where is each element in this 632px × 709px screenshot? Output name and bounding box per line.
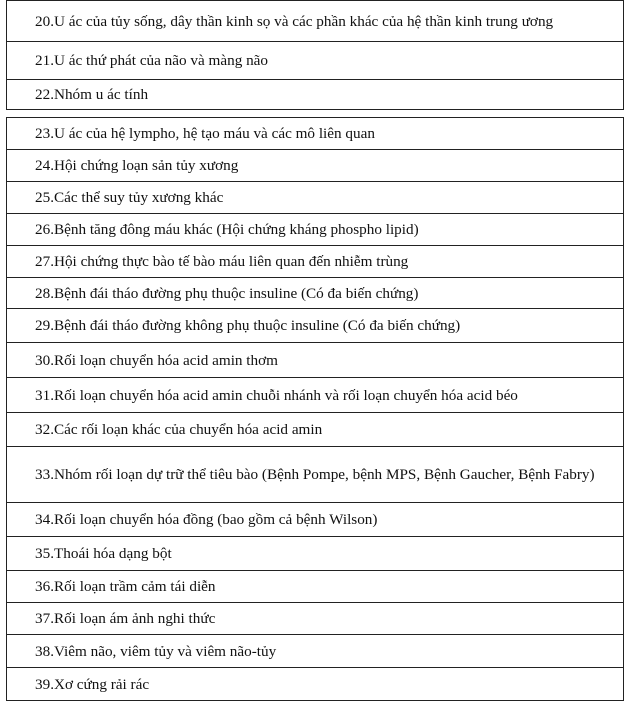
table-row xyxy=(7,0,623,42)
table-row xyxy=(7,214,623,246)
row-text: 33.Nhóm rối loạn dự trữ thể tiêu bào (Bệnh Pompe, bệnh MPS, Bệnh Gaucher, Bệnh Fabry) xyxy=(35,466,595,483)
table-row xyxy=(7,117,623,150)
table-row xyxy=(7,571,623,603)
row-text: 29.Bệnh đái tháo đường không phụ thuộc insuline (Có đa biến chứng) xyxy=(35,317,461,334)
disease-table-part-1 xyxy=(6,0,624,110)
table-row xyxy=(7,503,623,537)
table-row xyxy=(7,668,623,701)
table-row xyxy=(7,343,623,378)
table-row xyxy=(7,42,623,80)
row-text: 39.Xơ cứng rải rác xyxy=(35,675,150,693)
row-text: 35.Thoái hóa dạng bột xyxy=(35,545,172,562)
table-row xyxy=(7,80,623,110)
row-text: 26.Bệnh tăng đông máu khác (Hội chứng kháng phospho lipid) xyxy=(35,221,419,238)
row-text: 36.Rối loạn trầm cảm tái diễn xyxy=(35,578,216,595)
row-text: 31.Rối loạn chuyển hóa acid amin chuỗi nhánh và rối loạn chuyển hóa acid béo xyxy=(35,386,518,404)
disease-table-part-2 xyxy=(6,117,624,701)
table-row xyxy=(7,603,623,635)
row-text: 22.Nhóm u ác tính xyxy=(35,86,149,103)
table-row xyxy=(7,413,623,447)
row-text: 25.Các thể suy tủy xương khác xyxy=(35,189,224,206)
row-text: 28.Bệnh đái tháo đường phụ thuộc insuline (Có đa biến chứng) xyxy=(35,284,419,302)
table-row xyxy=(7,182,623,214)
row-text: 21.U ác thứ phát của não và màng não xyxy=(35,52,269,69)
table-row xyxy=(7,635,623,668)
row-text: 27.Hội chứng thực bào tế bào máu liên quan đến nhiễm trùng xyxy=(35,253,409,270)
table-row xyxy=(7,246,623,278)
table-row xyxy=(7,447,623,503)
row-text: 34.Rối loạn chuyển hóa đồng (bao gồm cả bệnh Wilson) xyxy=(35,511,378,528)
row-text: 23.U ác của hệ lympho, hệ tạo máu và các mô liên quan xyxy=(35,125,375,142)
row-text: 24.Hội chứng loạn sản tủy xương xyxy=(35,157,239,174)
row-text: 20.U ác của tủy sống, dây thần kinh sọ và các phần khác của hệ thần kinh trung ương xyxy=(35,12,554,30)
row-text: 30.Rối loạn chuyển hóa acid amin thơm xyxy=(35,351,278,369)
row-text: 38.Viêm não, viêm tủy và viêm não-tủy xyxy=(35,642,277,660)
table-row xyxy=(7,309,623,343)
table-row xyxy=(7,278,623,309)
table-row xyxy=(7,150,623,182)
row-text: 37.Rối loạn ám ảnh nghi thức xyxy=(35,610,216,627)
table-row xyxy=(7,378,623,413)
row-text: 32.Các rối loạn khác của chuyển hóa acid amin xyxy=(35,421,323,438)
table-row xyxy=(7,537,623,571)
